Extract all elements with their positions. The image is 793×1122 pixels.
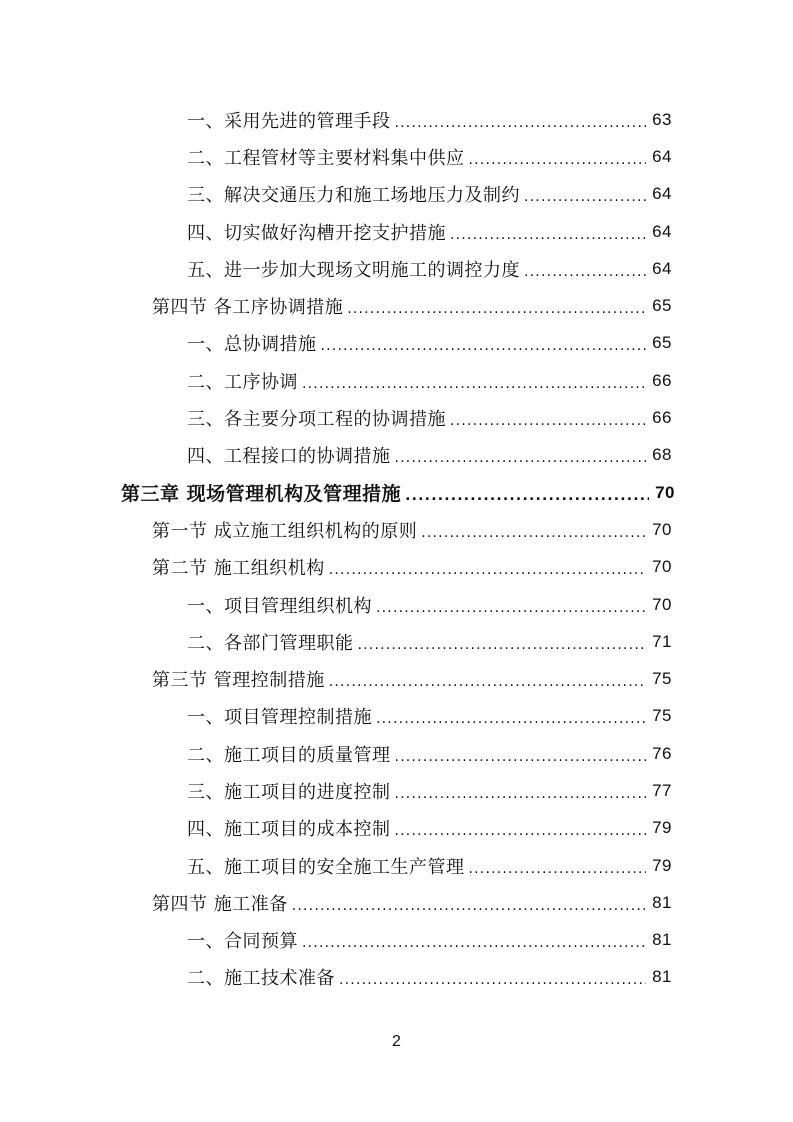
- toc-entry[interactable]: [0, 325, 793, 362]
- page-number: 2: [392, 1033, 401, 1050]
- toc-entry-title: 一、项目管理控制措施: [187, 703, 376, 729]
- toc-dot-leader: [347, 301, 646, 317]
- toc-dot-leader: [405, 488, 649, 504]
- toc-section-page: 75: [652, 669, 672, 689]
- toc-dot-leader: [450, 227, 646, 243]
- toc-section-page: 81: [652, 892, 672, 912]
- toc-dot-leader: [421, 525, 646, 541]
- toc-entry-title: 一、合同预算: [187, 927, 302, 953]
- toc-section[interactable]: [0, 511, 793, 548]
- toc-entry-page: 81: [652, 930, 672, 950]
- toc-entry-title: 二、工序协调: [187, 368, 302, 394]
- toc-dot-leader: [395, 786, 647, 802]
- toc-entry-title: 二、工程管材等主要材料集中供应: [187, 144, 469, 170]
- toc-entry[interactable]: [0, 437, 793, 474]
- toc-dot-leader: [450, 413, 646, 429]
- toc-entry[interactable]: [0, 213, 793, 250]
- toc-dot-leader: [395, 450, 647, 466]
- toc-entry-page: 66: [652, 408, 672, 428]
- toc-entry-page: 75: [652, 706, 672, 726]
- toc-dot-leader: [395, 823, 647, 839]
- toc-entry[interactable]: [0, 735, 793, 772]
- toc-chapter-title: 第三章 现场管理机构及管理措施: [121, 479, 405, 506]
- toc-dot-leader: [469, 861, 647, 877]
- toc-dot-leader: [321, 338, 647, 354]
- toc-entry[interactable]: [0, 399, 793, 436]
- toc-entry-page: 77: [652, 780, 672, 800]
- toc-entry-title: 一、采用先进的管理手段: [187, 107, 395, 133]
- toc-entry[interactable]: [0, 176, 793, 213]
- toc-entry[interactable]: [0, 847, 793, 884]
- toc-entry-title: 三、解决交通压力和施工场地压力及制约: [187, 181, 524, 207]
- toc-entry[interactable]: [0, 772, 793, 809]
- toc-dot-leader: [302, 935, 646, 951]
- toc-entry-title: 四、施工项目的成本控制: [187, 815, 395, 841]
- toc-entry-title: 三、各主要分项工程的协调措施: [187, 405, 450, 431]
- toc-entry-page: 79: [652, 818, 672, 838]
- toc-section[interactable]: [0, 660, 793, 697]
- toc-section-title: 第一节 成立施工组织机构的原则: [152, 517, 421, 543]
- toc-entry-page: 66: [652, 370, 672, 390]
- toc-section-page: 70: [652, 519, 672, 539]
- toc-dot-leader: [469, 152, 647, 168]
- toc-entry-page: 64: [652, 258, 672, 278]
- toc-entry-page: 79: [652, 855, 672, 875]
- toc-entry-title: 一、总协调措施: [187, 330, 321, 356]
- toc-section-title: 第三节 管理控制措施: [152, 666, 329, 692]
- toc-chapter[interactable]: [0, 474, 793, 511]
- toc-dot-leader: [358, 637, 647, 653]
- toc-entry-page: 76: [652, 743, 672, 763]
- toc-dot-leader: [302, 376, 646, 392]
- toc-entry[interactable]: [0, 810, 793, 847]
- toc-entry-page: 65: [652, 333, 672, 353]
- toc-dot-leader: [524, 189, 646, 205]
- toc-entry[interactable]: [0, 922, 793, 959]
- toc-section[interactable]: [0, 884, 793, 921]
- toc-entry[interactable]: [0, 698, 793, 735]
- toc-entry-title: 三、施工项目的进度控制: [187, 778, 395, 804]
- toc-section[interactable]: [0, 549, 793, 586]
- toc-dot-leader: [376, 711, 646, 727]
- toc-entry-title: 二、各部门管理职能: [187, 629, 358, 655]
- toc-entry-title: 一、项目管理组织机构: [187, 592, 376, 618]
- toc-dot-leader: [329, 674, 646, 690]
- toc-entry-title: 五、施工项目的安全施工生产管理: [187, 853, 469, 879]
- toc-entry-page: 64: [652, 184, 672, 204]
- toc-dot-leader: [292, 898, 646, 914]
- toc-entry-title: 四、切实做好沟槽开挖支护措施: [187, 219, 450, 245]
- toc-entry-page: 64: [652, 221, 672, 241]
- toc-chapter-page: 70: [655, 482, 675, 502]
- toc-entry-page: 70: [652, 594, 672, 614]
- toc-entry[interactable]: [0, 623, 793, 660]
- toc-entry[interactable]: [0, 362, 793, 399]
- toc-entry-page: 81: [652, 967, 672, 987]
- toc-entry[interactable]: [0, 959, 793, 996]
- toc-entry-title: 四、工程接口的协调措施: [187, 442, 395, 468]
- table-of-contents: [0, 101, 793, 996]
- toc-entry-page: 64: [652, 146, 672, 166]
- toc-dot-leader: [339, 972, 646, 988]
- toc-section[interactable]: [0, 287, 793, 324]
- toc-entry[interactable]: [0, 138, 793, 175]
- toc-entry[interactable]: [0, 250, 793, 287]
- toc-entry-page: 63: [652, 109, 672, 129]
- toc-entry-title: 二、施工项目的质量管理: [187, 741, 395, 767]
- toc-dot-leader: [376, 600, 646, 616]
- toc-section-page: 70: [652, 557, 672, 577]
- toc-entry[interactable]: [0, 101, 793, 138]
- toc-entry-title: 五、进一步加大现场文明施工的调控力度: [187, 256, 524, 282]
- toc-entry-title: 二、施工技术准备: [187, 964, 339, 990]
- toc-dot-leader: [524, 264, 646, 280]
- toc-section-page: 65: [652, 296, 672, 316]
- toc-entry-page: 71: [652, 631, 672, 651]
- toc-dot-leader: [395, 115, 647, 131]
- toc-section-title: 第四节 各工序协调措施: [152, 293, 347, 319]
- toc-dot-leader: [329, 562, 646, 578]
- toc-entry[interactable]: [0, 586, 793, 623]
- toc-section-title: 第四节 施工准备: [152, 890, 292, 916]
- toc-dot-leader: [395, 749, 647, 765]
- toc-entry-page: 68: [652, 445, 672, 465]
- toc-section-title: 第二节 施工组织机构: [152, 554, 329, 580]
